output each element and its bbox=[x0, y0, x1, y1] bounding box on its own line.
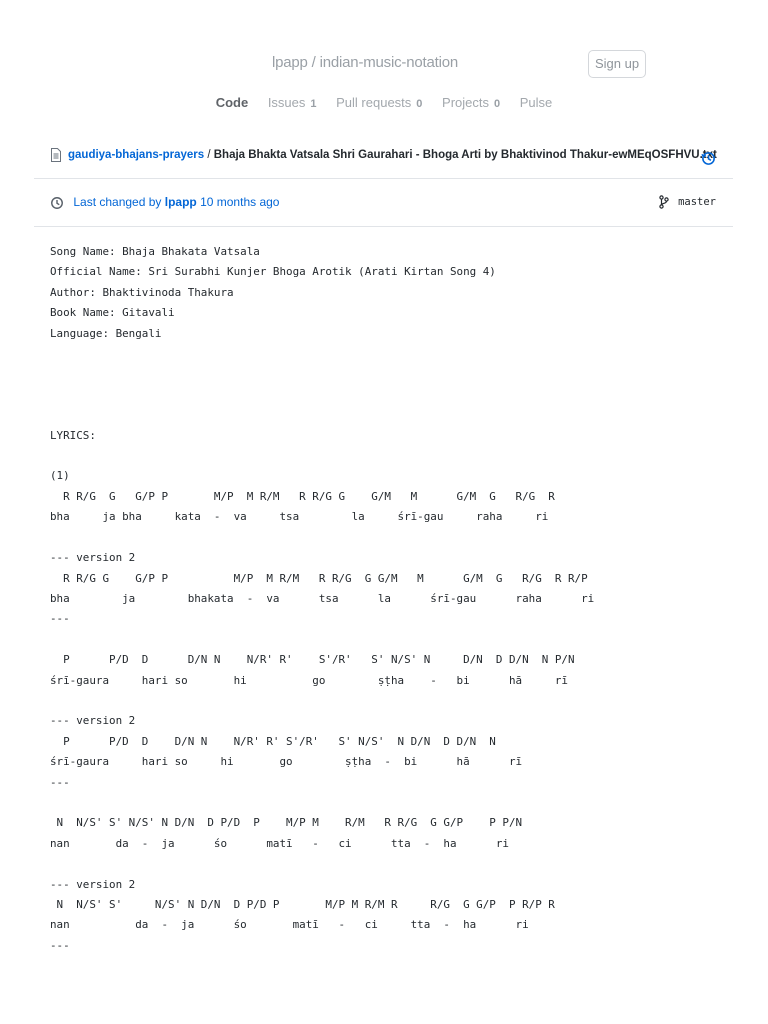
tab-code[interactable] bbox=[216, 95, 249, 110]
file-line: N N/S' S' N/S' N D/N D P/D P M/P M R/M R R/G G G/P P P/N bbox=[50, 816, 523, 830]
file-line bbox=[50, 364, 740, 384]
file-line: Book Name: Gitavali bbox=[50, 306, 175, 320]
file-line: --- bbox=[50, 938, 70, 952]
file-line: śrī-gaura hari so hi go ṣṭha - bi hā rī bbox=[50, 755, 523, 769]
tab-projects[interactable] bbox=[442, 95, 500, 110]
tab-issues-label: Issues bbox=[267, 95, 306, 110]
branch-name: master bbox=[678, 196, 716, 208]
file-line: --- bbox=[50, 775, 70, 789]
repo-header bbox=[0, 0, 768, 130]
file-text-icon bbox=[50, 143, 68, 167]
file-line bbox=[50, 854, 740, 874]
breadcrumb-separator: / bbox=[204, 149, 214, 162]
sign-up-button[interactable]: Sign up bbox=[588, 50, 646, 78]
projects-count-badge: 0 bbox=[494, 98, 501, 110]
tab-code-label: Code bbox=[215, 95, 249, 110]
tab-pulse[interactable] bbox=[520, 95, 553, 110]
pull-requests-count-badge: 0 bbox=[416, 98, 423, 110]
branch-indicator[interactable] bbox=[659, 192, 716, 212]
repo-owner-link[interactable]: lpapp bbox=[272, 54, 308, 71]
file-content bbox=[50, 242, 740, 956]
file-line bbox=[50, 344, 740, 364]
file-line: R R/G G G/P P M/P M R/M R R/G G G/M M G/M G R/G R R/P bbox=[50, 571, 588, 585]
divider bbox=[34, 226, 733, 227]
file-line: Official Name: Sri Surabhi Kunjer Bhoga Arotik (Arati Kirtan Song 4) bbox=[50, 265, 496, 279]
commit-history-icon bbox=[50, 195, 67, 209]
file-line: --- version 2 bbox=[50, 877, 136, 891]
file-line: bha ja bha kata - va tsa la śrī-gau raha ri bbox=[50, 510, 549, 524]
tab-pull-requests[interactable] bbox=[336, 95, 422, 110]
file-line: LYRICS: bbox=[50, 428, 96, 442]
file-line: P P/D D D/N N N/R' R' S'/R' S' N/S' N D/N D D/N N bbox=[50, 734, 496, 748]
file-line: nan da - ja śo matī - ci tta - ha ri bbox=[50, 918, 529, 932]
file-line bbox=[50, 528, 740, 548]
issues-count-badge: 1 bbox=[310, 98, 317, 110]
file-line: Language: Bengali bbox=[50, 326, 162, 340]
file-line bbox=[50, 446, 740, 466]
file-line: P P/D D D/N N N/R' R' S'/R' S' N/S' N D/N D D/N N P/N bbox=[50, 653, 575, 667]
file-line bbox=[50, 691, 740, 711]
commit-prefix: Last changed by bbox=[73, 195, 165, 209]
tab-pulse-label: Pulse bbox=[519, 95, 553, 110]
history-icon[interactable] bbox=[701, 147, 716, 171]
file-line: Song Name: Bhaja Bhakata Vatsala bbox=[50, 245, 260, 258]
file-line: --- version 2 bbox=[50, 551, 136, 565]
file-line bbox=[50, 793, 740, 813]
repo-name-link[interactable]: indian-music-notation bbox=[319, 54, 458, 71]
divider bbox=[34, 178, 733, 179]
file-line: śrī-gaura hari so hi go ṣṭha - bi hā rī bbox=[50, 673, 568, 687]
tab-pull-requests-label: Pull requests bbox=[336, 95, 412, 110]
last-commit-bar bbox=[50, 192, 720, 212]
file-breadcrumb bbox=[50, 143, 720, 167]
file-line bbox=[50, 385, 740, 405]
breadcrumb-folder-link[interactable]: gaudiya-bhajans-prayers bbox=[68, 149, 205, 162]
file-line: --- version 2 bbox=[50, 714, 136, 728]
commit-author-link[interactable]: lpapp bbox=[164, 195, 197, 209]
file-line: Author: Bhaktivinoda Thakura bbox=[50, 285, 234, 299]
file-line bbox=[50, 630, 740, 650]
tab-projects-label: Projects bbox=[442, 95, 490, 110]
repo-nav-tabs bbox=[0, 95, 768, 110]
file-line: nan da - ja śo matī - ci tta - ha ri bbox=[50, 836, 509, 850]
file-line: R R/G G G/P P M/P M R/M R R/G G G/M M G/M G R/G R bbox=[50, 489, 555, 503]
breadcrumb-file-name: Bhaja Bhakta Vatsala Shri Gaurahari - Bhoga Arti by Bhaktivinod Thakur-ewMEqOSFHVU.txt bbox=[213, 149, 717, 162]
git-branch-icon bbox=[659, 196, 675, 208]
file-line: (1) bbox=[50, 469, 70, 483]
file-line: --- bbox=[50, 612, 70, 626]
file-line: N N/S' S' N/S' N D/N D P/D P M/P M R/M R R/G G G/P P R/P R bbox=[50, 898, 555, 911]
tab-issues[interactable] bbox=[268, 95, 317, 110]
commit-time[interactable]: 10 months ago bbox=[196, 195, 280, 209]
file-line bbox=[50, 405, 740, 425]
repo-separator: / bbox=[307, 54, 320, 71]
file-line: bha ja bhakata - va tsa la śrī-gau raha ri bbox=[50, 591, 595, 605]
